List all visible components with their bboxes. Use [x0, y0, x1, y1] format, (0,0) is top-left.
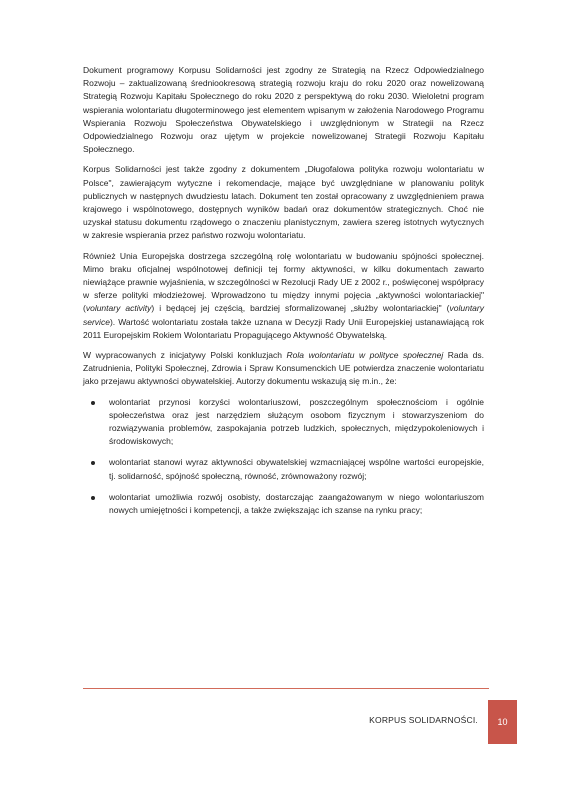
list-item-text: wolontariat stanowi wyraz aktywności obywatelskiej wzmacniającej wspólne wartości europejskie, tj. solidarność, spójność społeczną, równość, zrównoważony rozwój; — [109, 457, 484, 481]
bullet-dot-icon — [91, 496, 95, 500]
text-run: W wypracowanych z inicjatywy Polski konkluzjach — [83, 350, 287, 361]
document-title-italic: Rola wolontariatu w polityce społecznej — [286, 350, 444, 361]
paragraph-conclusions — [83, 349, 484, 389]
term-voluntary-service: voluntary service — [83, 303, 484, 327]
list-item-text: wolontariat przynosi korzyści wolontariuszowi, poszczególnym społecznościom i ogólnie społeczeństwa oraz jest narzędziem służącym osobom fizycznym i stowarzyszeniom do rozwiązywania problemów, zaspokajania potrzeb ludzkich, społecznych, międzypokoleniowych i środowiskowych; — [109, 396, 484, 447]
paragraph-strategy: Dokument programowy Korpusu Solidarności jest zgodny ze Strategią na Rzecz Odpowiedzialnego Rozwoju – zaktualizowaną średniookresową strategią rozwoju kraju do roku 2020 oraz nowelizowaną Strategią Rozwoju Kapitału Społecznego do roku 2020 z perspektywą do roku 2030. Wieloletni program wspierania wolontariatu długoterminowego jest elementem wpisanym w założenia Narodowego Programu Wspierania Rozwoju Społeczeństwa Obywatelskiego i uwzględnionym w Strategii na Rzecz Odpowiedzialnego Rozwoju oraz ujętym w projekcie nowelizowanej Strategii Rozwoju Kapitału Społecznego. — [83, 65, 484, 155]
bullet-dot-icon — [91, 401, 95, 405]
list-item — [83, 491, 484, 517]
page-number: 10 — [497, 717, 508, 727]
paragraph-long-term-policy: Korpus Solidarności jest także zgodny z dokumentem „Długofalowa polityka rozwoju wolontariatu w Polsce", zawierającym wytyczne i rekomendacje, mające być uwzględniane w planowaniu polityk publicznych w następnych dwudziestu latach. Dokument ten został opracowany z uwzględnieniem prawa krajowego i wspólnotowego, dostępnych wyników badań oraz dokumentów strategicznych. Choć nie uzyskał statusu dokumentu rządowego o znaczeniu planistycznym, zawiera szereg istotnych wytycznych w zakresie wspierania przez państwo rozwoju wolontariatu. — [83, 164, 484, 241]
footer-divider — [83, 688, 489, 689]
body-text — [83, 64, 484, 525]
text-run: Rada ds. Zatrudnienia, Polityki Społecznej, Zdrowia i Spraw Konsumenckich UE potwierdza znaczenie wolontariatu jako przejawu aktywności obywatelskiej. Autorzy dokumentu wskazują się m.in., że: — [83, 350, 484, 387]
list-item — [83, 456, 484, 482]
text-run: ). Wartość wolontariatu została także uznana w Decyzji Rady Unii Europejskiej ustanawiającą rok 2011 Europejskim Rokiem Wolontariatu Propagującego Aktywność Obywatelską. — [83, 316, 484, 340]
term-voluntary-activity: voluntary activity — [85, 303, 152, 314]
text-run: ) i będącej jej częścią, bardziej sformalizowanej „służby wolontariackiej" ( — [151, 303, 450, 314]
bullet-dot-icon — [91, 461, 95, 465]
list-item — [83, 396, 484, 449]
paragraph-eu — [83, 250, 484, 342]
text-run: Również Unia Europejska dostrzega szczególną rolę wolontariatu w budowaniu spójności społecznej. Mimo braku oficjalnej wspólnotowej definicji tej formy aktywności, w kilku dokumentach zawarto niewiążące prawnie wyjaśnienia, w szczególności w Rezolucji Rady UE z 2002 r., poświęconej współpracy w sferze polityki młodzieżowej. Wprowadzono tu między innymi pojęcia „aktywności wolontariackiej" ( — [83, 250, 484, 314]
page-number-badge — [488, 700, 517, 744]
footer-title: KORPUS SOLIDARNOŚCI. — [369, 715, 478, 725]
list-item-text: wolontariat umożliwia rozwój osobisty, dostarczając zaangażowanym w niego wolontariuszom nowych umiejętności i kompetencji, a także zwiększając ich szanse na rynku pracy; — [109, 491, 484, 516]
bullet-list — [83, 396, 484, 518]
